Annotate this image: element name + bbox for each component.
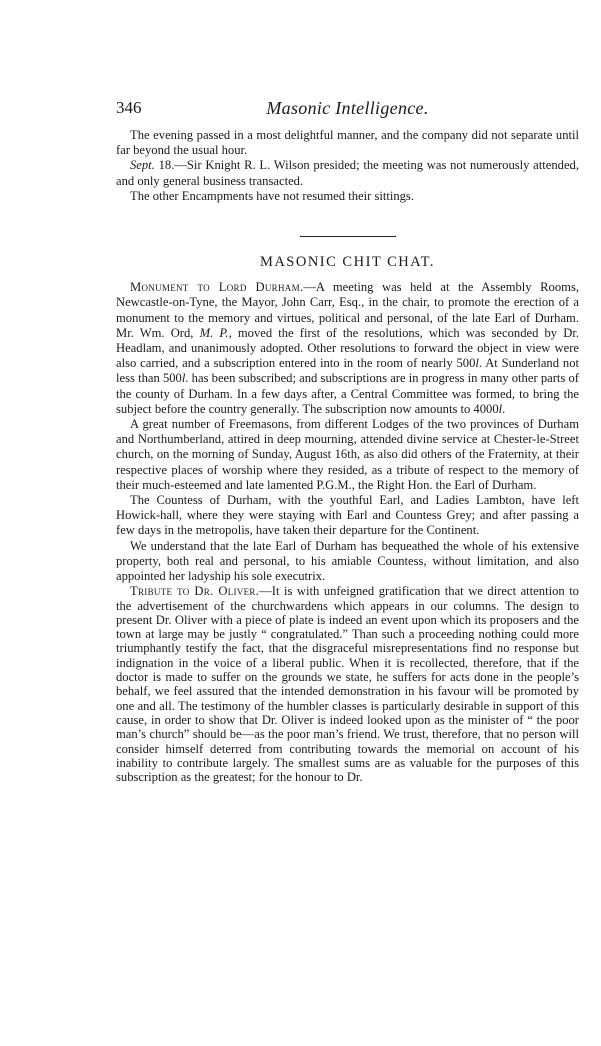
pound-sign-1: l xyxy=(475,356,479,371)
monument-text-4: . has been subscribed; and subscriptions are in progress in many other parts of the county of Durham. In a few days after, a Central Committee was formed, to bring the subject before the country generally. The subscription now amounts to 4000 xyxy=(116,371,579,416)
monument-mp: M. P. xyxy=(199,325,229,340)
monument-text-2: , moved the first of the resolutions, which was seconded by Dr. Headlam, and unanimously adopted. Other resolutions to forward the object in view were also carried, and a subscription entered into in the room of nearly 500 xyxy=(116,325,579,371)
intro-paragraph-sept-18 xyxy=(116,158,579,188)
intro-paragraph-encampments: The other Encampments have not resumed their sittings. xyxy=(130,188,414,203)
monument-text-5: . xyxy=(502,401,506,416)
tribute-lead: Tribute to Dr. Oliver. xyxy=(130,584,260,599)
section-title: MASONIC CHIT CHAT. xyxy=(259,254,436,271)
paragraph-freemasons: A great number of Freemasons, from different Lodges of the two provinces of Durham and Northumberland, attired in deep mourning, attended divine service at Chester-le-Street church, on the morning of Sunday, August 16th, as also did others of the Fraternity, at their respective places of worship where they resided, as a tribute of respect to the memory of their much-esteemed and late lamented P.G.M., the Right Hon. the Earl of Durham. xyxy=(116,417,579,492)
page-body xyxy=(116,128,579,784)
paragraph-countess: The Countess of Durham, with the youthful Earl, and Ladies Lambton, have left Howick-hall, where they were staying with Earl and Countess Grey; and after passing a few days in the metropolis, have taken their departure for the Continent. xyxy=(116,493,579,538)
paragraph-bequest: We understand that the late Earl of Durham has bequeathed the whole of his extensive property, both real and personal, to his amiable Countess, without limitation, and also appointed her ladyship his sole executrix. xyxy=(116,538,579,584)
pound-sign-2: l xyxy=(181,371,186,386)
section-divider xyxy=(300,236,396,237)
paragraph-tribute xyxy=(116,584,579,784)
date-sept: Sept. xyxy=(130,158,155,173)
monument-text-3: . At Sunderland not less than 500 xyxy=(116,356,579,386)
paragraph-monument xyxy=(116,280,579,417)
running-title: Masonic Intelligence. xyxy=(266,98,429,118)
pound-sign-3: l xyxy=(498,401,503,416)
page-number: 346 xyxy=(116,98,142,117)
sept-18-text: 18.—Sir Knight R. L. Wilson presided; the meeting was not numerously attended, and only general business transacted. xyxy=(116,158,579,188)
intro-paragraph-evening: The evening passed in a most delightful manner, and the company did not separate until far beyond the usual hour. xyxy=(116,128,579,158)
running-head xyxy=(116,98,579,120)
monument-text-1: —A meeting was held at the Assembly Rooms, Newcastle-on-Tyne, the Mayor, John Carr, Esq., in the chair, to promote the erection of a monument to the memory and virtues, political and personal, of the late Earl of Durham. Mr. Wm. Ord, xyxy=(116,280,579,340)
tribute-text: —It is with unfeigned gratification that we direct attention to the advertisement of the churchwardens which appears in our columns. The design to present Dr. Oliver with a piece of plate is indeed an event upon which its proposers and the town at large may be justly “ congratulated.” Than such a proceeding nothing could more triumphantly testify the fact, that the disgraceful misrepresentations find no response but indignation in the voice of a liberal public. When it is recollected, therefore, that if the doctor is made to suffer on the grounds we state, he suffers for acts done in the people’s behalf, we feel assured that the intended demonstration in his favour will be promoted by one and all. The testimony of the humbler classes is particularly desirable in support of this cause, in order to show that Dr. Oliver is indeed looked upon as the minister of “ the poor man’s church” should be—as the poor man’s friend. We trust, therefore, that no person will consider himself deterred from contributing towards the memorial on account of his inability to contribute largely. The smallest sums are as valuable for the purposes of this subscription as the greatest; for the honour to Dr. xyxy=(116,584,579,785)
monument-lead: Monument to Lord Durham. xyxy=(130,280,304,295)
